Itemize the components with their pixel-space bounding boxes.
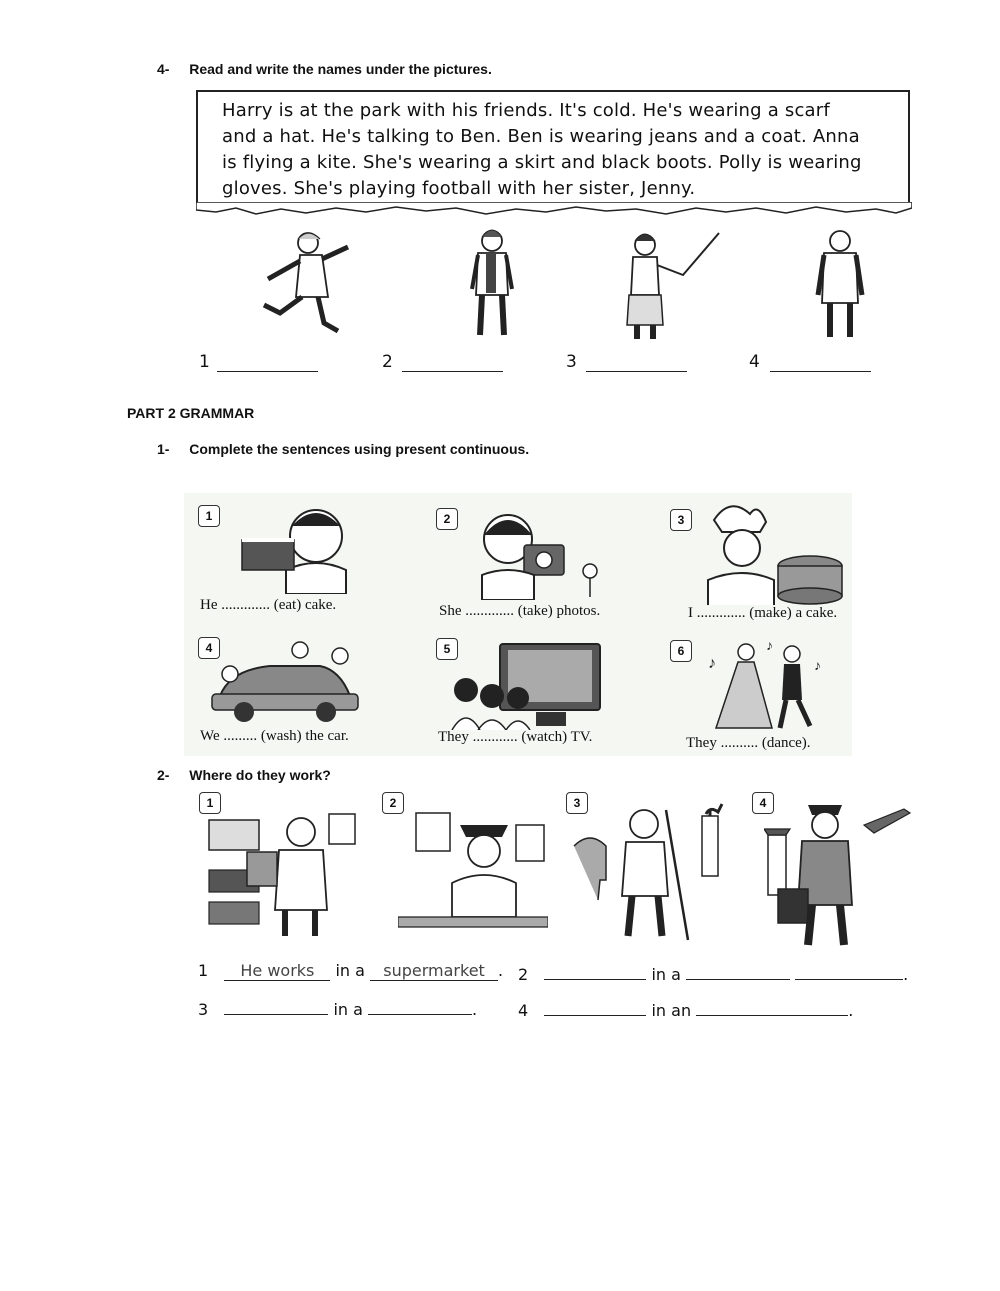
picture-number-badge: 3 [566, 792, 588, 814]
handwritten-answer: supermarket [383, 961, 485, 980]
answer-blank[interactable] [696, 999, 848, 1016]
answer-line-1 [198, 961, 503, 981]
item-number-badge: 1 [198, 505, 220, 527]
sentence-caption: She ............. (take) photos. [439, 603, 601, 619]
family-washing-car-picture [200, 640, 370, 725]
line-number: 3 [198, 1000, 209, 1019]
answer-blank-filled[interactable] [224, 961, 330, 981]
answer-number: 2 [382, 352, 393, 372]
passage-line: is flying a kite. She's wearing a skirt and black boots. Polly is wearing [222, 152, 862, 173]
police-officer-picture [398, 805, 548, 931]
sentence-caption: They .......... (dance). [686, 735, 811, 751]
line-number: 2 [518, 965, 529, 984]
svg-text:♪: ♪ [708, 655, 716, 672]
passage-line: Harry is at the park with his friends. It's cold. He's wearing a scarf [222, 100, 830, 121]
answer-blank[interactable] [368, 998, 472, 1015]
item-number-badge: 4 [198, 637, 220, 659]
answer-blank[interactable] [795, 963, 903, 980]
grammar-2-heading [157, 767, 331, 783]
answer-blank-filled[interactable] [370, 961, 498, 981]
grammar-1-heading [157, 441, 529, 457]
chef-making-cake-picture [694, 500, 854, 605]
torn-paper-edge [196, 202, 912, 220]
answer-blank[interactable] [586, 371, 687, 372]
passage-line: gloves. She's playing football with her sister, Jenny. [222, 178, 696, 199]
connector-text: in a [651, 965, 681, 984]
line-number: 4 [518, 1001, 529, 1020]
connector-text: in a [333, 1000, 363, 1019]
figure-girl-scarf [462, 225, 522, 345]
passage-line: and a hat. He's talking to Ben. Ben is wearing jeans and a coat. Anna [222, 126, 860, 147]
period: . [903, 965, 909, 984]
family-watching-tv-picture [440, 640, 620, 730]
answer-blank[interactable] [686, 963, 790, 980]
shop-assistant-picture [205, 810, 360, 938]
handwritten-answer: He works [240, 961, 315, 980]
answer-blank[interactable] [224, 998, 328, 1015]
section-instruction: Complete the sentences using present continuous. [189, 441, 530, 457]
period: . [848, 1001, 854, 1020]
figure-boy-coat [810, 225, 870, 345]
answer-blank[interactable] [217, 371, 318, 372]
answer-number: 1 [199, 352, 210, 372]
boy-eating-cake-picture [236, 500, 356, 594]
reading-passage [196, 90, 910, 208]
section-number: 1- [157, 441, 170, 457]
couple-dancing-picture [696, 640, 836, 732]
answer-blank[interactable] [402, 371, 503, 372]
answer-blank[interactable] [544, 963, 646, 980]
answer-line-2 [518, 963, 908, 984]
answer-blank[interactable] [544, 999, 646, 1016]
sentence-caption: I ............. (make) a cake. [688, 605, 838, 621]
section-instruction: Where do they work? [189, 767, 331, 783]
item-number-badge: 3 [670, 509, 692, 531]
item-number-badge: 6 [670, 640, 692, 662]
girl-taking-photos-picture [462, 505, 612, 600]
svg-text:♪: ♪ [814, 657, 821, 673]
answer-line-3 [198, 998, 477, 1019]
item-number-badge: 2 [436, 508, 458, 530]
period: . [498, 961, 504, 980]
sentence-caption: They ............ (watch) TV. [438, 729, 593, 745]
section-instruction: Read and write the names under the pictures. [189, 61, 492, 77]
section-4-heading [157, 61, 492, 77]
pilot-picture [764, 795, 914, 950]
connector-text: in a [335, 961, 365, 980]
period: . [472, 1000, 478, 1019]
svg-text:♪: ♪ [766, 640, 773, 653]
section-number: 2- [157, 767, 170, 783]
connector-text: in an [651, 1001, 692, 1020]
picture-number-badge: 4 [752, 792, 774, 814]
part-title: PART 2 GRAMMAR [127, 405, 255, 421]
figure-running-girl [250, 225, 360, 345]
picture-number-badge: 2 [382, 792, 404, 814]
answer-number: 4 [749, 352, 760, 372]
section-number: 4- [157, 61, 170, 77]
item-number-badge: 5 [436, 638, 458, 660]
answer-line-4 [518, 999, 853, 1020]
answer-number: 3 [566, 352, 577, 372]
figure-girl-kite [615, 225, 725, 345]
zookeeper-picture [570, 800, 740, 942]
picture-number-badge: 1 [199, 792, 221, 814]
answer-blank[interactable] [770, 371, 871, 372]
sentence-caption: We ......... (wash) the car. [200, 728, 349, 744]
line-number: 1 [198, 961, 209, 980]
sentence-caption: He ............. (eat) cake. [200, 597, 337, 613]
